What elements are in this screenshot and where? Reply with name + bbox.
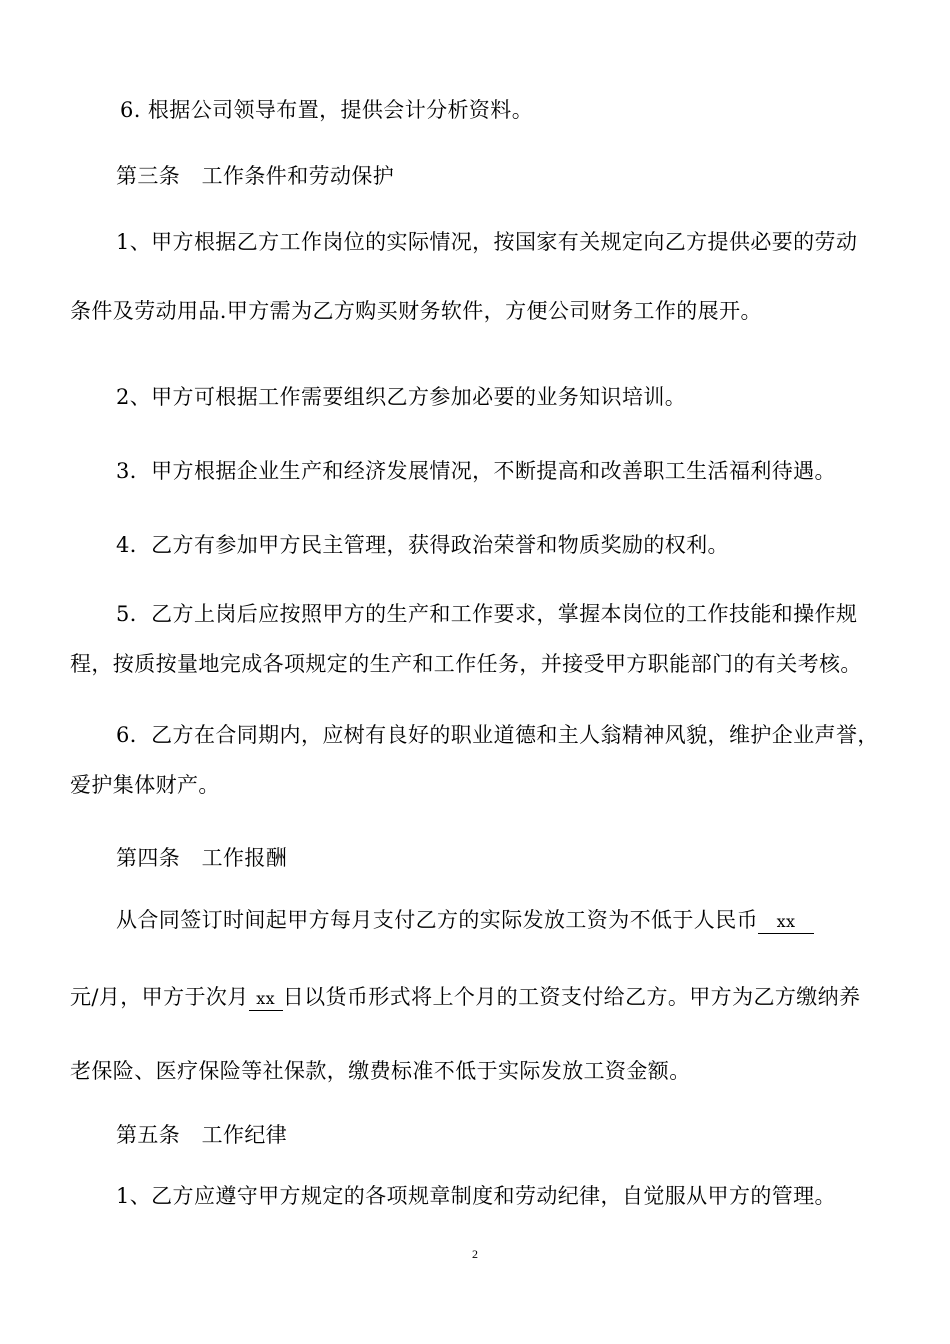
paragraph-line: 1、甲方根据乙方工作岗位的实际情况，按国家有关规定向乙方提供必要的劳动: [116, 230, 858, 254]
salary-text: 从合同签订时间起甲方每月支付乙方的实际发放工资为不低于人民币: [116, 908, 758, 932]
paragraph-line: 6. 根据公司领导布置，提供会计分析资料。: [120, 98, 534, 122]
section-heading: 第三条 工作条件和劳动保护: [116, 164, 395, 188]
paragraph-line: 4．乙方有参加甲方民主管理，获得政治荣誉和物质奖励的权利。: [116, 533, 729, 557]
payday-line: [70, 983, 861, 1011]
paragraph-line: 5．乙方上岗后应按照甲方的生产和工作要求，掌握本岗位的工作技能和操作规: [116, 602, 858, 626]
paragraph-line: 条件及劳动用品.甲方需为乙方购买财务软件，方便公司财务工作的展开。: [70, 299, 762, 323]
salary-line: [116, 906, 814, 934]
payday-text: 元/月，甲方于次月: [70, 985, 249, 1009]
paragraph-line: 1、乙方应遵守甲方规定的各项规章制度和劳动纪律，自觉服从甲方的管理。: [116, 1184, 836, 1208]
paragraph-line: 3．甲方根据企业生产和经济发展情况，不断提高和改善职工生活福利待遇。: [116, 459, 836, 483]
paragraph-line: 老保险、医疗保险等社保款，缴费标准不低于实际发放工资金额。: [70, 1059, 691, 1083]
paragraph-line: 6．乙方在合同期内，应树有良好的职业道德和主人翁精神风貌，维护企业声誉，: [116, 723, 879, 747]
payday-text-suffix: 日以货币形式将上个月的工资支付给乙方。甲方为乙方缴纳养: [282, 985, 861, 1009]
section-heading: 第五条 工作纪律: [116, 1123, 288, 1147]
page-number: 2: [472, 1247, 478, 1261]
salary-blank: xx: [758, 911, 814, 934]
paragraph-line: 爱护集体财产。: [70, 773, 220, 797]
payday-blank: xx: [249, 988, 283, 1011]
section-heading: 第四条 工作报酬: [116, 846, 288, 870]
paragraph-line: 程，按质按量地完成各项规定的生产和工作任务，并接受甲方职能部门的有关考核。: [70, 652, 862, 676]
paragraph-line: 2、甲方可根据工作需要组织乙方参加必要的业务知识培训。: [116, 385, 687, 409]
